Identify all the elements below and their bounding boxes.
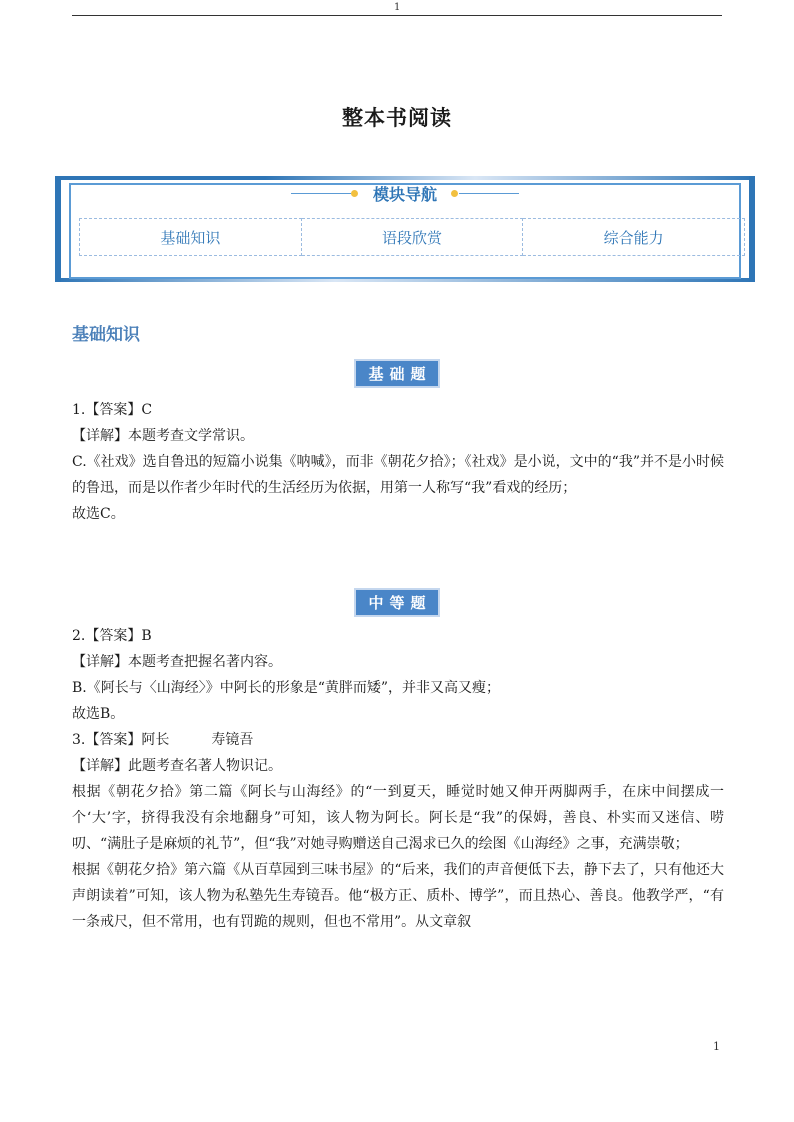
explanation-line: 【详解】此题考查名著人物识记。 bbox=[72, 758, 282, 774]
nav-top-bar bbox=[55, 176, 755, 180]
nav-deco-line-right bbox=[459, 193, 519, 194]
conclusion-line: 故选B。 bbox=[72, 706, 125, 722]
nav-items bbox=[79, 218, 745, 256]
explanation-paragraph: C.《社戏》选自鲁迅的短篇小说集《呐喊》，而非《朝花夕拾》；《社戏》是小说，文中的“我”并不是小时候的鲁迅，而是以作者少年时代的生活经历为依据，用第一人称写“我”看戏的经历； bbox=[72, 454, 724, 496]
answer-line: 2.【答案】B bbox=[72, 628, 152, 644]
module-navigation bbox=[55, 176, 755, 282]
header-page-number: 1 bbox=[394, 2, 401, 13]
explanation-paragraph: 根据《朝花夕拾》第二篇《阿长与山海经》的“一到夏天，睡觉时她又伸开两脚两手，在床中间摆成一个‘大’字，挤得我没有余地翻身”可知，该人物为阿长。阿长是“我”的保姆，善良、朴实而又迷信、唠叨、“满肚子是麻烦的礼节”，但“我”对她寻购赠送自己渴求已久的绘图《山海经》之事，充满崇敬； bbox=[72, 784, 724, 852]
answer-line: 1.【答案】C bbox=[72, 402, 153, 418]
badge-basic bbox=[0, 359, 794, 388]
header-rule bbox=[72, 15, 722, 16]
answer-block-1 bbox=[72, 397, 724, 527]
explanation-paragraph: 根据《朝花夕拾》第六篇《从百草园到三味书屋》的“后来，我们的声音便低下去，静下去了，只有他还大声朗读着”可知，该人物为私塾先生寿镜吾。他“极方正、质朴、博学”，而且热心、善良。他教学严，“有一条戒尺，但不常用，也有罚跪的规则，但也不常用”。从文章叙 bbox=[72, 862, 724, 930]
document-title: 整本书阅读 bbox=[342, 105, 452, 130]
conclusion-line: 故选C。 bbox=[72, 506, 125, 522]
answer-line: 3.【答案】阿长 寿镜吾 bbox=[72, 732, 254, 748]
nav-dot-right-icon bbox=[451, 190, 458, 197]
nav-item-comprehensive-ability[interactable]: 综合能力 bbox=[523, 218, 745, 256]
nav-title: 模块导航 bbox=[372, 185, 437, 204]
footer-page-number: 1 bbox=[713, 1040, 720, 1053]
nav-item-passage-appreciation[interactable]: 语段欣赏 bbox=[302, 218, 524, 256]
badge-medium-label: 中等题 bbox=[354, 588, 439, 617]
badge-medium bbox=[0, 588, 794, 617]
nav-item-basic-knowledge[interactable]: 基础知识 bbox=[79, 218, 302, 256]
answer-block-2 bbox=[72, 623, 724, 935]
section-title: 基础知识 bbox=[72, 325, 140, 345]
explanation-line: 【详解】本题考查把握名著内容。 bbox=[72, 654, 282, 670]
explanation-line: 【详解】本题考查文学常识。 bbox=[72, 428, 254, 444]
badge-basic-label: 基础题 bbox=[354, 359, 439, 388]
explanation-paragraph: B.《阿长与〈山海经〉》中阿长的形象是“黄胖而矮”，并非又高又瘦； bbox=[72, 680, 501, 696]
